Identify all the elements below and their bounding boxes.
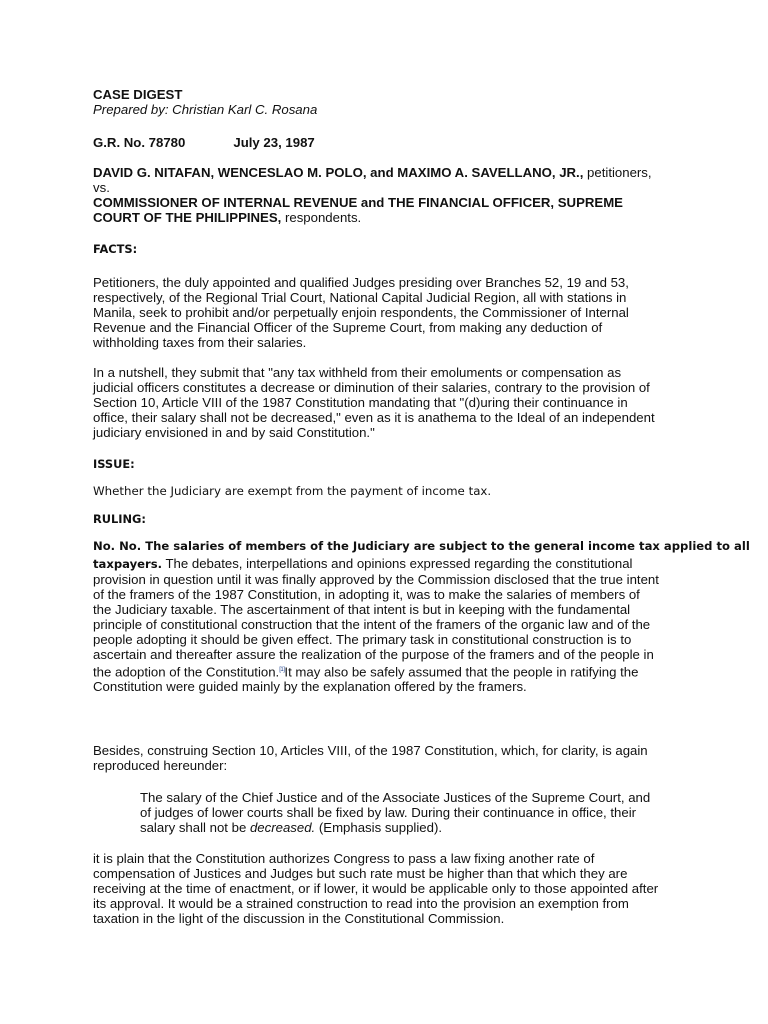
decision-date: July 23, 1987 (233, 135, 315, 150)
petitioners-role: petitioners, (583, 165, 652, 180)
text-line: office, their salary shall not be decreased," even as it is anathema to the Ideal of an independent (93, 410, 655, 426)
respondents-role: respondents. (281, 210, 362, 226)
ruling-answer-cont: taxpayers. (93, 557, 163, 571)
text-line: taxation in the light of the discussion in the Constitutional Commission. (93, 911, 505, 927)
quote-line: of judges of lower courts shall be fixed by law. During their continuance in office, their (140, 805, 637, 821)
facts-heading: FACTS: (93, 242, 138, 256)
text-line: it is plain that the Constitution authorizes Congress to pass a law fixing another rate of (93, 851, 595, 866)
text-line: its approval. It would be a strained construction to read into the provision an exemption from (93, 896, 629, 912)
text-line: reproduced hereunder: (93, 758, 228, 774)
parties-block (93, 165, 683, 225)
issue-text: Whether the Judiciary are exempt from the payment of income tax. (93, 484, 492, 498)
besides-paragraph (93, 743, 683, 773)
quote-line: (Emphasis supplied). (315, 820, 443, 836)
text-line: judicial officers constitutes a decrease or diminution of their salaries, contrary to the provision of (93, 380, 650, 396)
ruling-answer: No. No. The salaries of members of the Judiciary are subject to the general income tax applied to all (93, 539, 750, 553)
gr-number: G.R. No. 78780 (93, 135, 186, 150)
text-line: In a nutshell, they submit that "any tax withheld from their emoluments or compensation as (93, 365, 622, 380)
conclusion-paragraph (93, 851, 683, 926)
ruling-heading: RULING: (93, 512, 146, 526)
text-line: withholding taxes from their salaries. (93, 335, 307, 351)
ruling-paragraph (93, 538, 750, 695)
quote-line: The salary of the Chief Justice and of the Associate Justices of the Supreme Court, and (140, 790, 651, 805)
text-line: of the framers of the 1987 Constitution, in adopting it, was to make the salaries of members of (93, 587, 640, 603)
text-line: provision in question until it was finally approved by the Commission disclosed that the true intent (93, 572, 659, 587)
text-line: Petitioners, the duly appointed and qualified Judges presiding over Branches 52, 19 and 53, (93, 275, 629, 290)
text-line: respectively, of the Regional Trial Court, National Capital Judicial Region, all with stations in (93, 290, 627, 306)
prepared-by: Prepared by: Christian Karl C. Rosana (93, 102, 318, 117)
constitution-quote (140, 790, 680, 835)
quote-emphasis: decreased. (249, 820, 316, 836)
text-line: Manila, seek to prohibit and/or perpetually enjoin respondents, the Commissioner of Internal (93, 305, 629, 321)
text-line: judiciary envisioned in and by said Constitution." (93, 425, 375, 441)
quote-line: salary shall not be (140, 820, 250, 836)
text-line: the adoption of the Constitution. (93, 663, 280, 679)
text-line: Besides, construing Section 10, Articles VIII, of the 1987 Constitution, which, for clarity, is again (93, 743, 648, 758)
text-line: Revenue and the Financial Officer of the Supreme Court, from making any deduction of (93, 320, 603, 336)
text-line: compensation of Justices and Judges but such rate must be higher than that which they are (93, 866, 628, 882)
text-line: principle of constitutional construction that the intent of the framers of the organic law and of the (93, 617, 651, 633)
issue-heading: ISSUE: (93, 457, 135, 471)
facts-paragraph-1 (93, 275, 683, 350)
doc-title: CASE DIGEST (93, 87, 183, 102)
text-line: It may also be safely assumed that the people in ratifying the (284, 663, 639, 679)
text-line: Constitution were guided mainly by the explanation offered by the framers. (93, 679, 527, 695)
text-line: The debates, interpellations and opinions expressed regarding the constitutional (162, 556, 633, 571)
petitioners-names: DAVID G. NITAFAN, WENCESLAO M. POLO, and MAXIMO A. SAVELLANO, JR., (93, 165, 584, 180)
footnote-link[interactable]: [1] (279, 666, 285, 673)
case-number-line (93, 135, 683, 150)
text-line: people adopting it should be given effect. The primary task in constitutional construction is to (93, 632, 632, 648)
text-line: Section 10, Article VIII of the 1987 Constitution mandating that "(d)uring their continuance in (93, 395, 628, 411)
facts-paragraph-2 (93, 365, 683, 440)
text-line: ascertain and thereafter assure the realization of the purpose of the framers and of the people in (93, 647, 654, 663)
respondents-line-1: COMMISSIONER OF INTERNAL REVENUE and THE FINANCIAL OFFICER, SUPREME (93, 195, 623, 211)
text-line: the Judiciary taxable. The ascertainment of that intent is but in keeping with the fundamental (93, 602, 631, 618)
versus-label: vs. (93, 180, 110, 196)
respondents-line-2: COURT OF THE PHILIPPINES, (93, 210, 282, 226)
text-line: receiving at the time of enactment, or if lower, it would be applicable only to those appointed after (93, 881, 659, 897)
